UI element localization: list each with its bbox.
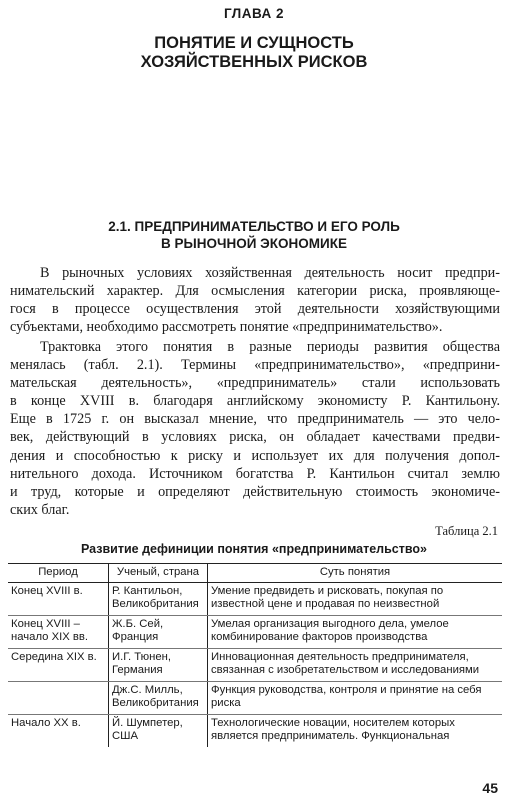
paragraph-1 xyxy=(10,264,500,336)
text-line: и труд, которые и определяют действительную стоимость экономиче- xyxy=(10,483,500,500)
chapter-title xyxy=(0,34,508,72)
cell-period: Начало XX в. xyxy=(8,714,109,747)
cell-scholar: Й. Шумпетер, США xyxy=(109,714,208,747)
cell-period: Середина XIX в. xyxy=(8,648,109,681)
cell-scholar: И.Г. Тюнен, Германия xyxy=(109,648,208,681)
chapter-title-line: ХОЗЯЙСТВЕННЫХ РИСКОВ xyxy=(140,53,368,71)
table-row xyxy=(8,714,502,747)
cell-essence: Умелая организация выгодного дела, умелое комбинирование факторов производства xyxy=(208,615,503,648)
section-title xyxy=(0,218,508,252)
text-line: нимательский характер. Для осмысления категории риска, проявляюще- xyxy=(10,283,500,300)
table-row xyxy=(8,681,502,714)
table-header-row xyxy=(8,564,502,583)
table-row xyxy=(8,648,502,681)
table-caption: Развитие дефиниции понятия «предпринимательство» xyxy=(80,542,427,556)
text-line: В рыночных условиях хозяйственная деятельность носит предпри- xyxy=(40,265,500,281)
cell-period: Конец XVIII в. xyxy=(8,582,109,615)
section-title-line: 2.1. ПРЕДПРИНИМАТЕЛЬСТВО И ЕГО РОЛЬ xyxy=(108,219,400,234)
chapter-label: ГЛАВА 2 xyxy=(223,6,285,21)
table-label: Таблица 2.1 xyxy=(435,524,498,538)
text-line: ских благ. xyxy=(10,501,70,518)
column-header-essence: Суть понятия xyxy=(208,564,503,583)
text-line: дения и способностью к риску и использует их для получения допол- xyxy=(10,447,500,464)
column-header-period: Период xyxy=(8,564,109,583)
cell-scholar: Р. Кантильон, Великобритания xyxy=(109,582,208,615)
column-header-scholar: Ученый, страна xyxy=(109,564,208,583)
text-line: Еще в 1725 г. он высказал мнение, что предприниматель — это чело- xyxy=(10,411,500,428)
section-title-line: В РЫНОЧНОЙ ЭКОНОМИКЕ xyxy=(161,236,347,251)
chapter-title-line: ПОНЯТИЕ И СУЩНОСТЬ xyxy=(154,34,354,52)
cell-scholar: Ж.Б. Сей, Франция xyxy=(109,615,208,648)
page-number: 45 xyxy=(482,780,498,796)
text-line: век, действующий в условиях риска, он обладает качествами предви- xyxy=(10,429,500,446)
definitions-table xyxy=(8,563,502,747)
cell-period: Конец XVIII – начало XIX вв. xyxy=(8,615,109,648)
cell-essence: Инновационная деятельность предпринимателя, связанная с изобретательством и исследованиями xyxy=(208,648,503,681)
cell-period xyxy=(8,681,109,714)
text-line: Трактовка этого понятия в разные периоды развития общества xyxy=(40,339,500,355)
text-line: гося в процессе осуществления этой деятельности хозяйствующими xyxy=(10,301,500,318)
cell-essence: Функция руководства, контроля и принятие на себя риска xyxy=(208,681,503,714)
cell-scholar: Дж.С. Милль, Великобритания xyxy=(109,681,208,714)
table-row xyxy=(8,582,502,615)
text-line: субъектами, необходимо рассмотреть понятие «предпринимательство». xyxy=(10,319,443,336)
text-line: в конце XVIII в. благодаря английскому экономисту Р. Кантильону. xyxy=(10,393,500,410)
cell-essence: Технологические новации, носителем которых является предприниматель. Функциональная xyxy=(211,716,455,742)
cell-essence: Умение предвидеть и рисковать, покупая по известной цене и продавая по неизвестной xyxy=(208,582,503,615)
text-line: мательская деятельность», «предприниматель» стали использовать xyxy=(10,375,500,392)
text-line: менялась (табл. 2.1). Термины «предпринимательство», «предприни- xyxy=(10,357,500,374)
paragraph-2 xyxy=(10,338,500,519)
text-line: нительного дохода. Источником богатства Р. Кантильон считал землю xyxy=(10,465,500,482)
table-row xyxy=(8,615,502,648)
